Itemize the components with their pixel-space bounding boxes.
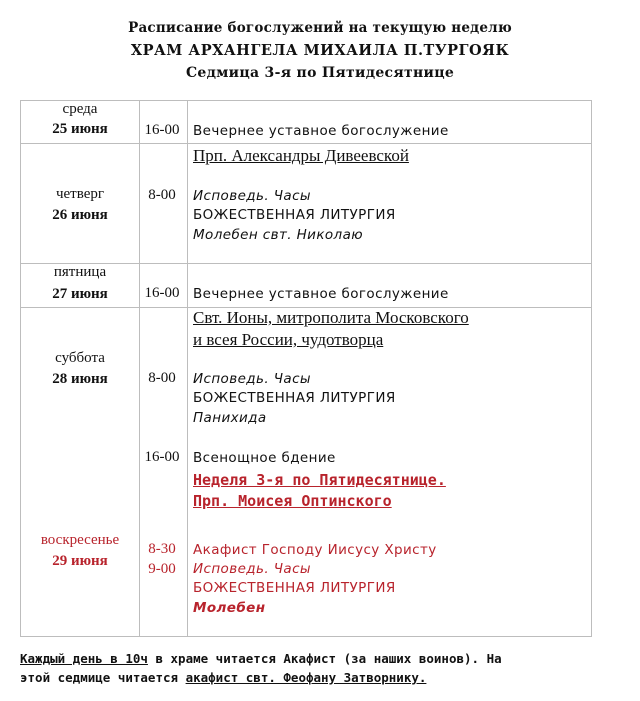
service-name: БОЖЕСТВЕННАЯ ЛИТУРГИЯ [193, 390, 396, 406]
service-time: 8-00 [148, 370, 176, 386]
date-wednesday: 25 июня [52, 121, 108, 137]
service-name: Панихида [193, 410, 267, 426]
footer-text: в храме читается Акафист (за наших воинов). На [147, 651, 502, 666]
service-name: Молебен свт. Николаю [193, 227, 364, 243]
service-time: 16-00 [144, 449, 180, 465]
service-name: Акафист Господу Иисусу Христу [193, 542, 437, 558]
schedule-table [20, 100, 592, 637]
weekday-saturday: суббота [55, 350, 105, 366]
row-divider [21, 143, 591, 144]
feast-title: Неделя 3-я по Пятидесятнице. [193, 471, 446, 489]
service-name: Вечернее уставное богослужение [193, 286, 449, 302]
date-sunday: 29 июня [52, 553, 108, 569]
service-name: Всенощное бдение [193, 450, 336, 466]
service-name: Молебен [193, 600, 266, 616]
saint-of-day: и всея России, чудотворца [193, 330, 384, 349]
church-name: ХРАМ АРХАНГЕЛА МИХАИЛА П.ТУРГОЯК [130, 42, 510, 59]
date-saturday: 28 июня [52, 371, 108, 387]
service-name: БОЖЕСТВЕННАЯ ЛИТУРГИЯ [193, 207, 396, 223]
daily-highlight: Каждый день в 10ч [20, 651, 148, 666]
feast-title: Прп. Моисея Оптинского [193, 492, 392, 510]
saint-of-day: Свт. Ионы, митрополита Московского [193, 308, 469, 327]
service-time: 8-00 [148, 187, 176, 203]
column-divider [187, 101, 188, 636]
week-title: Седмица 3-я по Пятидесятнице [185, 65, 455, 81]
service-name: Исповедь. Часы [193, 371, 311, 387]
footer-note-line2 [20, 670, 620, 685]
weekday-friday: пятница [53, 264, 107, 280]
date-thursday: 26 июня [52, 207, 108, 223]
weekday-sunday: воскресенье [40, 532, 120, 548]
weekly-akathist: акафист свт. Феофану Затворнику. [185, 670, 427, 685]
service-name: БОЖЕСТВЕННАЯ ЛИТУРГИЯ [193, 580, 396, 596]
service-time: 16-00 [144, 122, 180, 138]
saint-of-day: Прп. Александры Дивеевской [193, 146, 409, 165]
service-time: 9-00 [148, 561, 176, 577]
weekday-wednesday: среда [62, 101, 98, 117]
weekday-thursday: четверг [55, 186, 105, 202]
footer-note-line1 [20, 651, 620, 666]
date-friday: 27 июня [52, 286, 108, 302]
service-name: Исповедь. Часы [193, 561, 311, 577]
service-time: 8-30 [148, 541, 176, 557]
footer-text: этой седмице читается [20, 670, 186, 685]
service-name: Исповедь. Часы [193, 188, 311, 204]
service-name: Вечернее уставное богослужение [193, 123, 449, 139]
service-time: 16-00 [144, 285, 180, 301]
schedule-heading: Расписание богослужений на текущую неделю [128, 20, 512, 36]
